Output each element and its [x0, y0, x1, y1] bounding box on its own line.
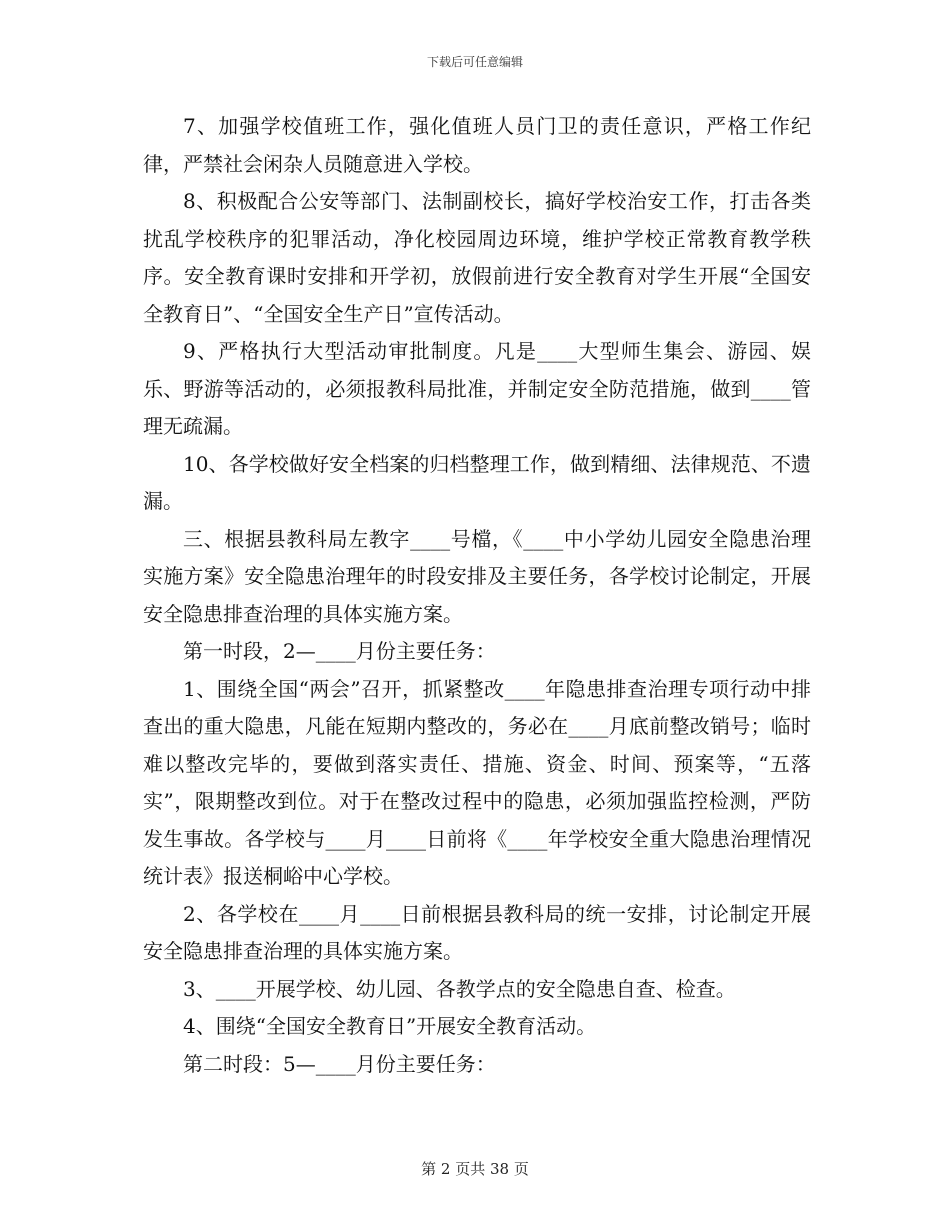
paragraph-phase-one-task-2: 2、各学校在____月____日前根据县教科局的统一安排，讨论制定开展安全隐患排查治理的具体实施方案。 [143, 901, 811, 963]
paragraph-phase-one-task-3: 3、____开展学校、幼儿园、各教学点的安全隐患自查、检查。 [183, 976, 736, 1001]
page-footer: 第 2 页共 38 页 [421, 1160, 529, 1178]
paragraph-item-7: 7、加强学校值班工作，强化值班人员门卫的责任意识，严格工作纪律，严禁社会闲杂人员随意进入学校。 [143, 114, 811, 176]
paragraph-phase-two-heading: 第二时段：5—____月份主要任务： [183, 1051, 496, 1076]
paragraph-section-three: 三、根据县教科局左教字____号檔，《____中小学幼儿园安全隐患治理实施方案》安全隐患治理年的时段安排及主要任务，各学校讨论制定，开展安全隐患排查治理的具体实施方案。 [143, 526, 811, 626]
paragraph-item-10: 10、各学校做好安全档案的归档整理工作，做到精细、法律规范、不遗漏。 [143, 451, 811, 513]
document-body [143, 108, 811, 1083]
paragraph-phase-one-task-1: 1、围绕全国“两会”召开，抓紧整改____年隐患排查治理专项行动中排查出的重大隐患，凡能在短期内整改的，务必在____月底前整改销号；临时难以整改完毕的，要做到落实责任、措施、资金、时间、预案等，“五落实”，限期整改到位。对于在整改过程中的隐患，必须加强监控检测，严防发生事故。各学校与____月____日前将《____年学校安全重大隐患治理情况统计表》报送桐峪中心学校。 [143, 676, 811, 888]
paragraph-item-8: 8、积极配合公安等部门、法制副校长，搞好学校治安工作，打击各类扰乱学校秩序的犯罪活动，净化校园周边环境，维护学校正常教育教学秩序。安全教育课时安排和开学初，放假前进行安全教育对学生开展“全国安全教育日”、“全国安全生产日”宣传活动。 [143, 189, 811, 326]
paragraph-item-9: 9、严格执行大型活动审批制度。凡是____大型师生集会、游园、娱乐、野游等活动的，必须报教科局批准，并制定安全防范措施，做到____管理无疏漏。 [143, 339, 811, 438]
paragraph-phase-one-heading: 第一时段，2—____月份主要任务： [183, 639, 496, 663]
page-header: 下载后可任意编辑 [426, 55, 523, 69]
paragraph-phase-one-task-4: 4、围绕“全国安全教育日”开展安全教育活动。 [183, 1014, 597, 1038]
